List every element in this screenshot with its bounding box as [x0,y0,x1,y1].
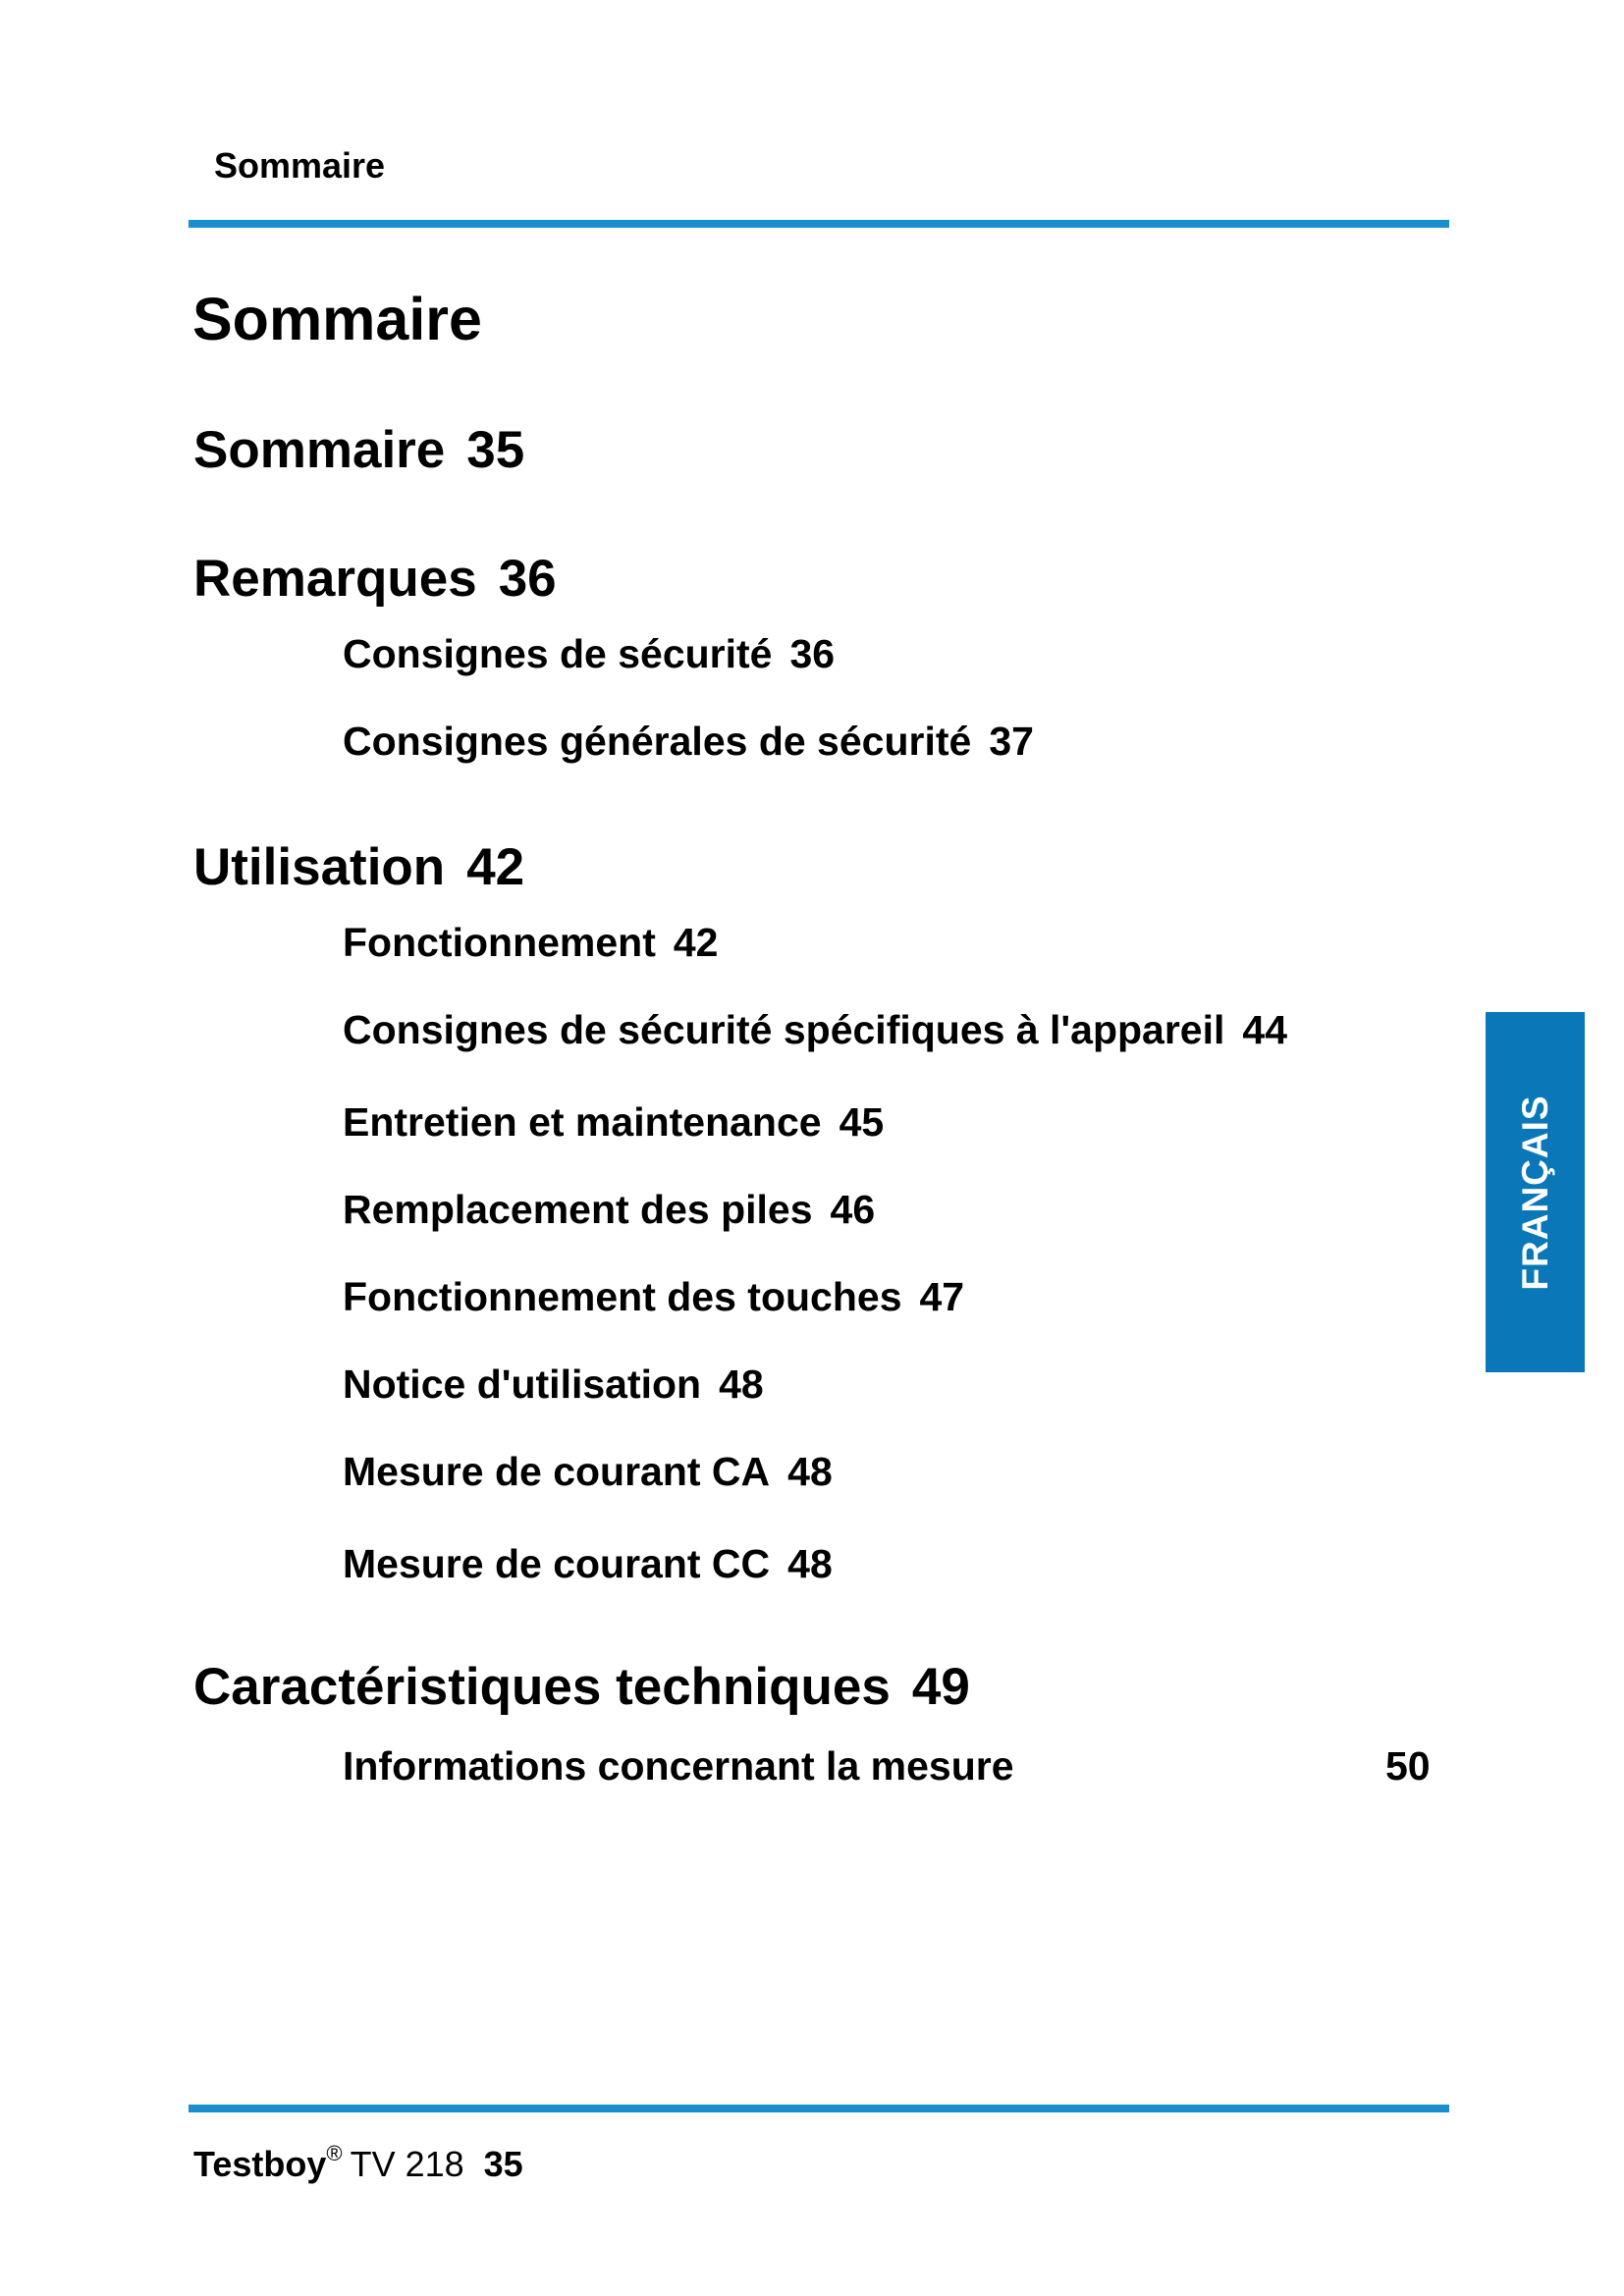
toc-entry-page: 37 [989,719,1034,764]
toc-section-remarques[interactable] [193,549,557,609]
toc-entry-page: 44 [1242,1007,1288,1052]
toc-section-title: Remarques [193,550,477,608]
toc-entry[interactable] [343,1449,833,1495]
toc-entry[interactable] [343,1007,1287,1053]
toc-section-title: Sommaire [193,421,446,479]
footer-page-number: 35 [483,2144,523,2184]
toc-entry[interactable] [343,1099,884,1146]
toc-entry-title: Fonctionnement [343,920,656,965]
toc-entry[interactable] [343,719,1034,765]
toc-entry-title: Mesure de courant CA [343,1449,771,1494]
toc-entry-title: Notice d'utilisation [343,1362,702,1407]
footer-brand: Testboy [193,2144,327,2184]
toc-section-caracteristiques[interactable] [193,1657,970,1717]
toc-entry-page: 36 [789,631,836,676]
toc-entry[interactable] [343,1541,833,1587]
toc-entry[interactable] [343,1187,875,1233]
language-tab [1486,1012,1585,1372]
page-title: Sommaire [192,286,482,352]
toc-section-sommaire[interactable] [193,420,524,480]
running-header: Sommaire [214,145,386,186]
toc-section-title: Caractéristiques techniques [193,1658,891,1716]
toc-section-page: 35 [466,421,525,479]
toc-section-title: Utilisation [193,838,446,896]
registered-mark: ® [326,2141,343,2165]
toc-entry-title: Consignes générales de sécurité [343,719,972,764]
toc-entry-page: 47 [919,1274,965,1319]
toc-entry[interactable] [343,631,835,677]
toc-entry-page: 48 [787,1541,833,1586]
toc-entry[interactable] [343,1362,764,1408]
toc-entry-title: Consignes de sécurité [343,631,773,676]
footer-model: TV 218 [350,2144,464,2184]
toc-entry-title: Remplacement des piles [343,1187,813,1232]
toc-entry-page: 48 [719,1362,764,1407]
toc-entry[interactable] [343,1274,964,1320]
toc-entry-title: Fonctionnement des touches [343,1274,902,1319]
toc-entry-title: Entretien et maintenance [343,1099,822,1145]
toc-entry[interactable] [343,1743,1014,1789]
toc-entry-page: 46 [830,1187,876,1232]
toc-entry-page: 45 [839,1099,885,1145]
top-rule [189,220,1449,228]
toc-entry-title: Mesure de courant CC [343,1541,771,1586]
toc-entry-page: 48 [787,1449,833,1494]
language-tab-label: FRANÇAIS [1514,1094,1555,1291]
toc-entry[interactable] [343,920,718,966]
toc-section-page: 36 [498,550,557,608]
toc-section-page: 49 [911,1658,970,1716]
toc-section-page: 42 [466,838,525,896]
toc-entry-page: 50 [1385,1743,1431,1789]
toc-entry-page: 42 [673,920,719,965]
toc-section-utilisation[interactable] [193,837,524,897]
toc-entry-title: Informations concernant la mesure [343,1743,1014,1789]
footer [193,2141,523,2185]
toc-entry-title: Consignes de sécurité spécifiques à l'appareil [343,1007,1225,1052]
bottom-rule [189,2105,1449,2112]
